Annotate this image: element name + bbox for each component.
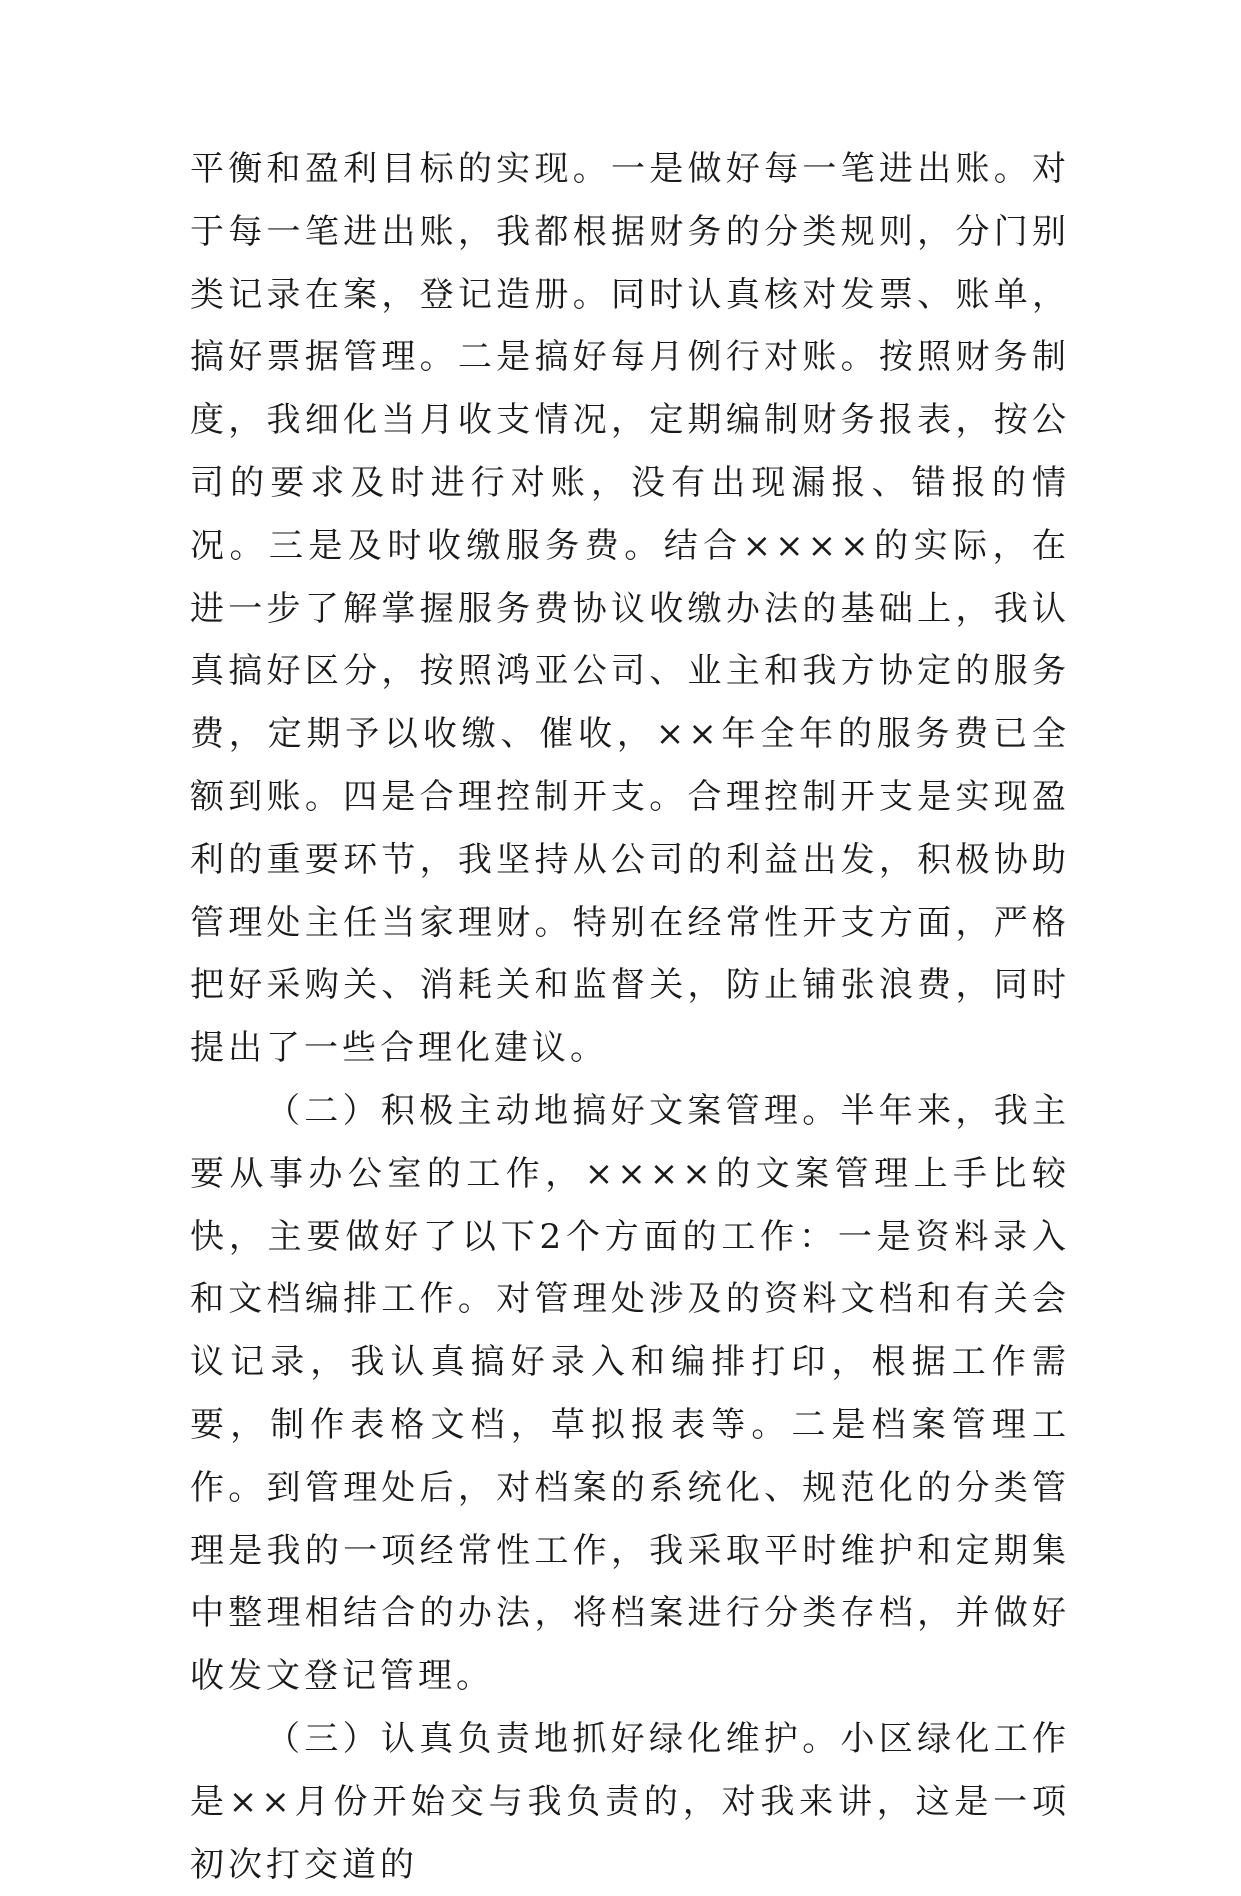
paragraph-greening-maintenance: （三）认真负责地抓好绿化维护。小区绿化工作是××月份开始交与我负责的，对我来讲，这是一项初次打交道的 [190,1718,1070,1885]
paragraph-document-management: （二）积极主动地搞好文案管理。半年来，我主要从事办公室的工作，××××的文案管理上手比较快，主要做好了以下2个方面的工作：一是资料录入和文档编排工作。对管理处涉及的资料文档和有关会议记录，我认真搞好录入和编排打印，根据工作需要，制作表格文档，草拟报表等。二是档案管理工作。到管理处后，对档案的系统化、规范化的分类管理是我的一项经常性工作，我采取平时维护和定期集中整理相结合的办法，将档案进行分类存档，并做好收发文登记管理。 [190,1090,1070,1697]
document-body [190,138,1070,1896]
paragraph-finance: 平衡和盈利目标的实现。一是做好每一笔进出账。对于每一笔进出账，我都根据财务的分类规则，分门别类记录在案，登记造册。同时认真核对发票、账单，搞好票据管理。二是搞好每月例行对账。按照财务制度，我细化当月收支情况，定期编制财务报表，按公司的要求及时进行对账，没有出现漏报、错报的情况。三是及时收缴服务费。结合××××的实际，在进一步了解掌握服务费协议收缴办法的基础上，我认真搞好区分，按照鸿亚公司、业主和我方协定的服务费，定期予以收缴、催收，××年全年的服务费已全额到账。四是合理控制开支。合理控制开支是实现盈利的重要环节，我坚持从公司的利益出发，积极协助管理处主任当家理财。特别在经常性开支方面，严格把好采购关、消耗关和监督关，防止铺张浪费，同时提出了一些合理化建议。 [190,149,1070,1069]
